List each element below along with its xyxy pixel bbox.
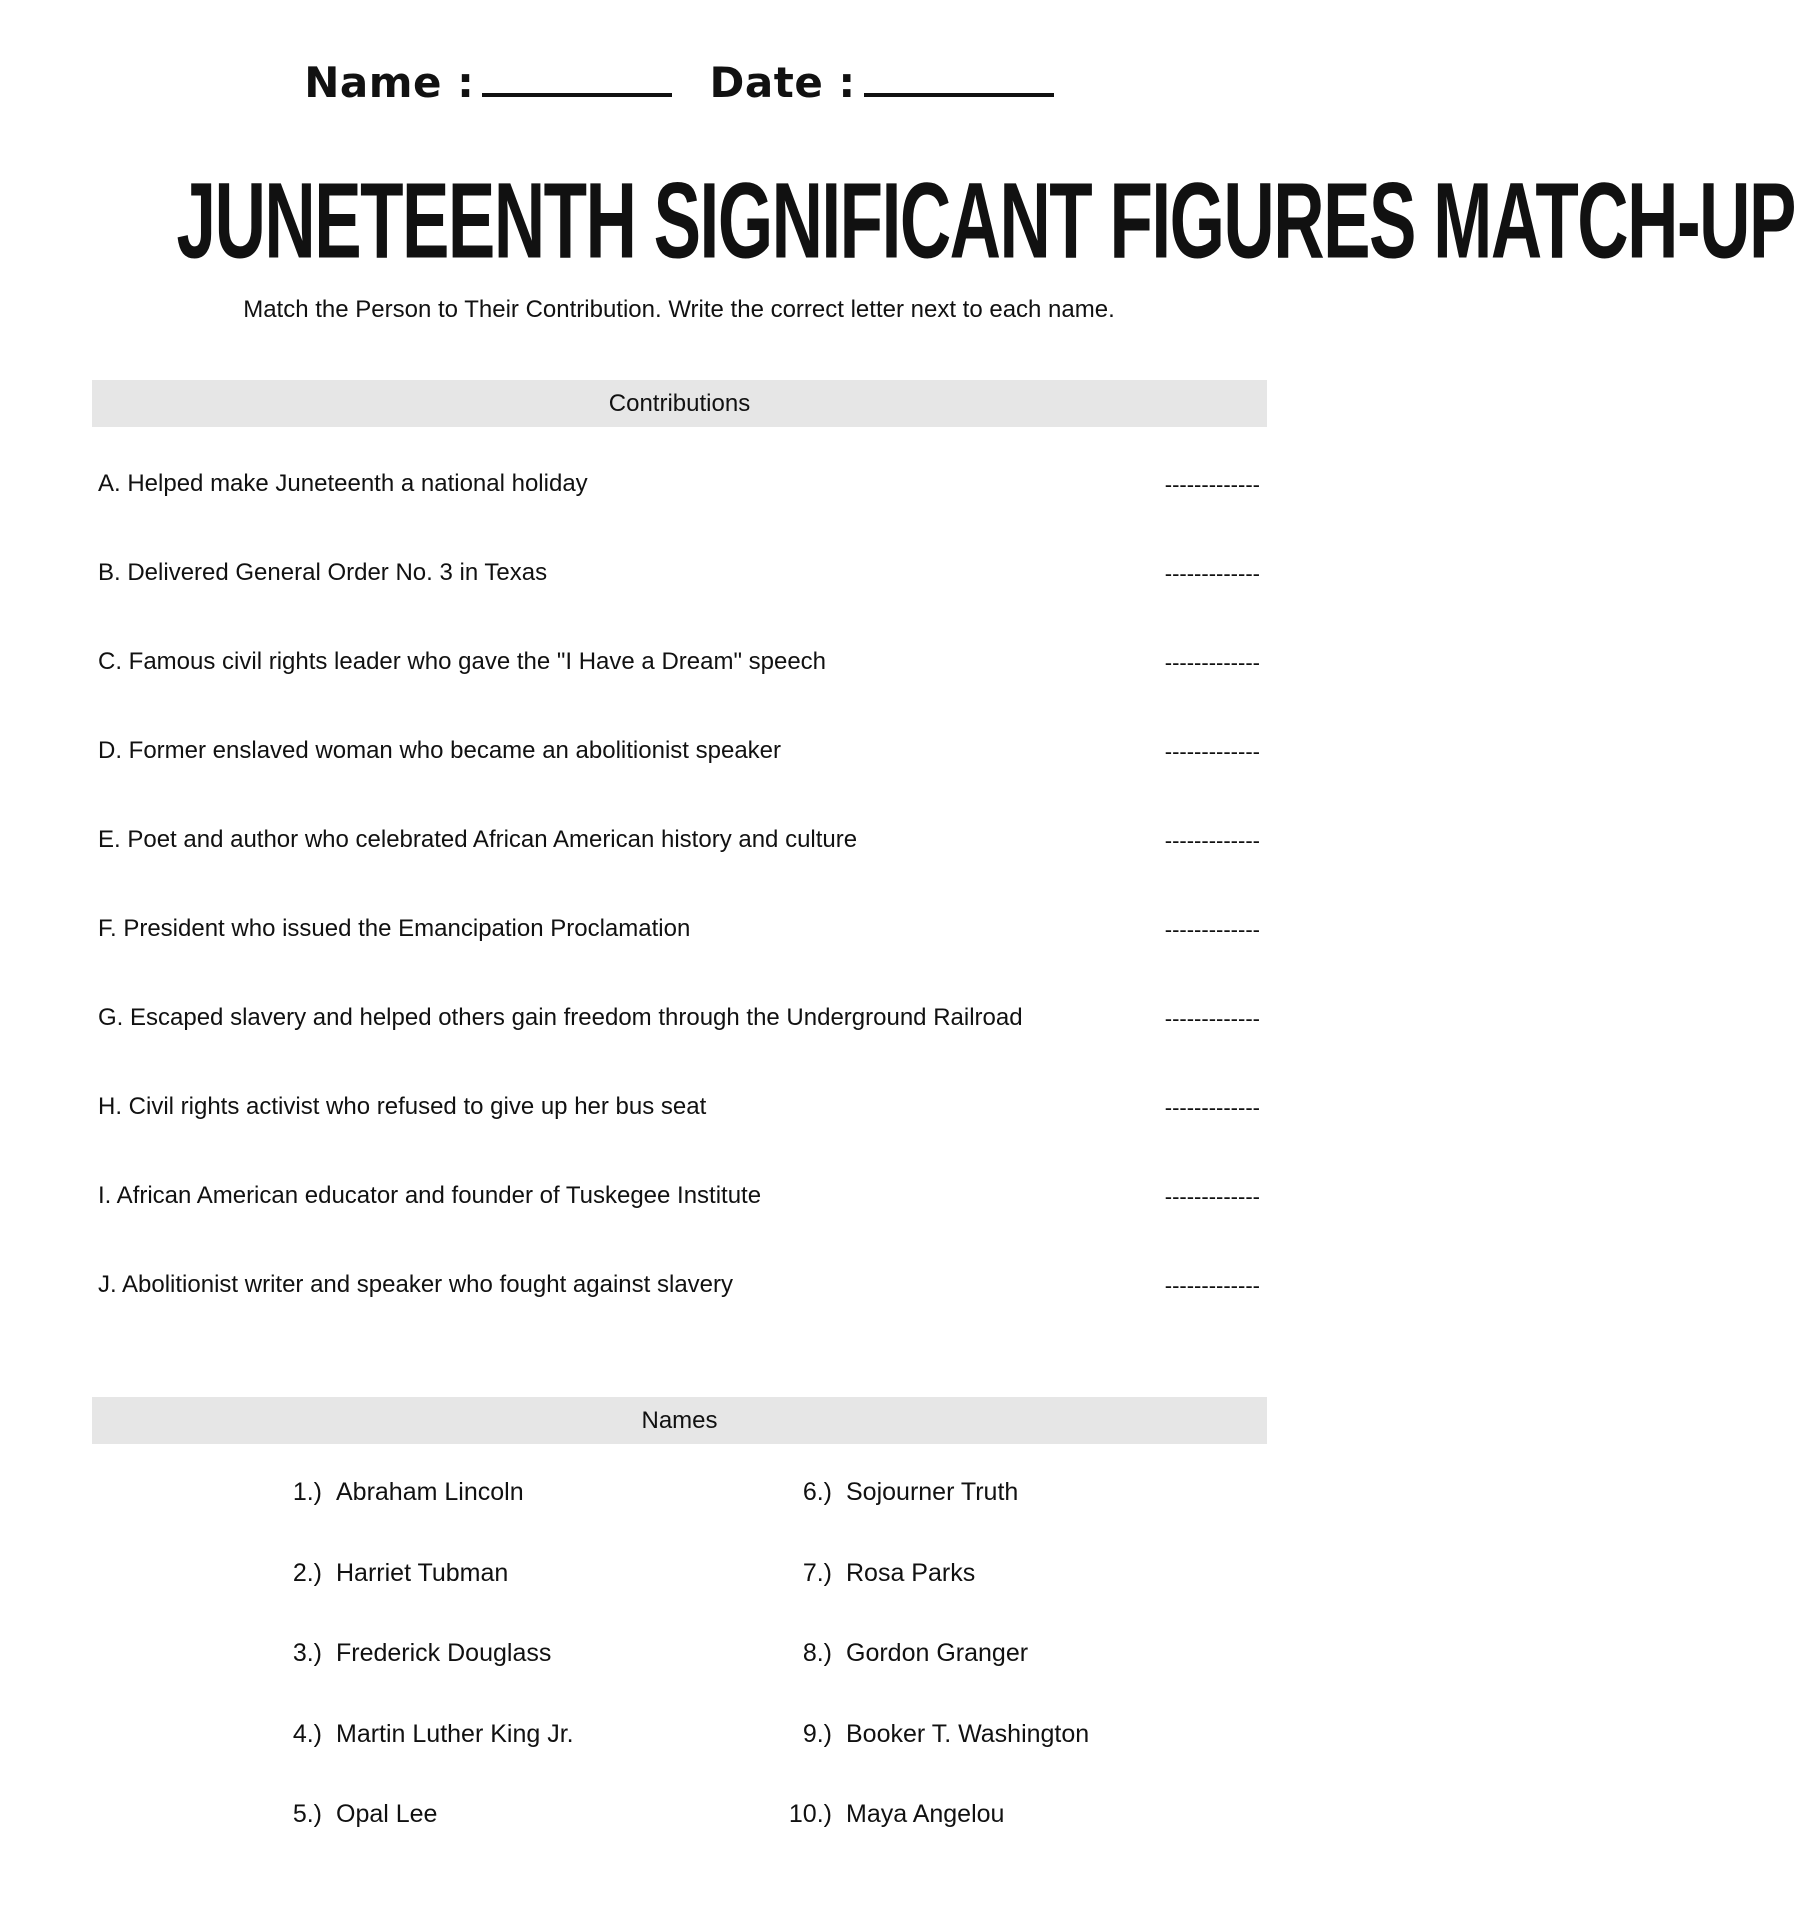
name-item xyxy=(760,1639,1089,1720)
name-number: 3.) xyxy=(292,1639,322,1667)
contribution-row xyxy=(98,905,1262,994)
contribution-text: E. Poet and author who celebrated African American history and culture xyxy=(98,826,858,853)
contribution-text: I. African American educator and founder of Tuskegee Institute xyxy=(98,1182,762,1209)
name-number: 6.) xyxy=(802,1478,832,1506)
contribution-row xyxy=(98,816,1262,905)
contribution-text: F. President who issued the Emancipation Proclamation xyxy=(98,915,691,942)
contribution-row xyxy=(98,1083,1262,1172)
answer-blank[interactable]: ------------- xyxy=(1164,1273,1260,1298)
answer-blank[interactable]: ------------- xyxy=(1164,917,1260,942)
contributions-list xyxy=(98,460,1262,1350)
answer-blank[interactable]: ------------- xyxy=(1164,650,1260,675)
person-name: Opal Lee xyxy=(336,1800,438,1828)
names-heading: Names xyxy=(92,1397,1267,1444)
person-name: Harriet Tubman xyxy=(336,1558,509,1587)
name-number: 7.) xyxy=(802,1558,832,1587)
name-blank[interactable] xyxy=(482,63,672,97)
name-item xyxy=(250,1800,574,1881)
contribution-text: J. Abolitionist writer and speaker who fought against slavery xyxy=(98,1271,734,1298)
contribution-text: C. Famous civil rights leader who gave the "I Have a Dream" speech xyxy=(98,648,827,675)
name-number: 4.) xyxy=(292,1719,322,1748)
contribution-text: H. Civil rights activist who refused to give up her bus seat xyxy=(98,1093,707,1120)
name-item xyxy=(760,1559,1089,1640)
answer-blank[interactable]: ------------- xyxy=(1164,739,1260,764)
name-item xyxy=(250,1559,574,1640)
person-name: Martin Luther King Jr. xyxy=(336,1719,574,1748)
name-label: Name : xyxy=(304,58,475,107)
name-item xyxy=(250,1720,574,1801)
contribution-row xyxy=(98,1261,1262,1350)
answer-blank[interactable]: ------------- xyxy=(1164,472,1260,497)
names-list-right xyxy=(760,1478,1089,1881)
answer-blank[interactable]: ------------- xyxy=(1164,561,1260,586)
name-item xyxy=(250,1478,574,1559)
name-item xyxy=(760,1720,1089,1801)
name-item xyxy=(760,1800,1089,1881)
person-name: Gordon Granger xyxy=(846,1639,1029,1667)
contribution-row xyxy=(98,460,1262,549)
worksheet-title: JUNETEENTH SIGNIFICANT FIGURES MATCH-UP xyxy=(176,161,1795,281)
answer-blank[interactable]: ------------- xyxy=(1164,1006,1260,1031)
person-name: Rosa Parks xyxy=(846,1558,976,1587)
answer-blank[interactable]: ------------- xyxy=(1164,1095,1260,1120)
name-number: 10.) xyxy=(788,1800,832,1828)
names-list-left xyxy=(250,1478,574,1881)
name-number: 9.) xyxy=(802,1719,832,1748)
name-item xyxy=(760,1478,1089,1559)
name-date-line xyxy=(0,58,1358,107)
answer-blank[interactable]: ------------- xyxy=(1164,1184,1260,1209)
contribution-text: A. Helped make Juneteenth a national holiday xyxy=(98,470,588,497)
contribution-text: G. Escaped slavery and helped others gain freedom through the Underground Railroad xyxy=(98,1004,1023,1031)
contributions-heading: Contributions xyxy=(92,380,1267,427)
contribution-row xyxy=(98,1172,1262,1261)
answer-blank[interactable]: ------------- xyxy=(1164,828,1260,853)
contribution-row xyxy=(98,549,1262,638)
person-name: Booker T. Washington xyxy=(846,1719,1090,1748)
name-number: 1.) xyxy=(292,1478,322,1506)
contribution-row xyxy=(98,638,1262,727)
person-name: Maya Angelou xyxy=(846,1800,1005,1828)
name-number: 2.) xyxy=(292,1558,322,1587)
date-label: Date : xyxy=(709,58,856,107)
contribution-row xyxy=(98,994,1262,1083)
contribution-text: D. Former enslaved woman who became an abolitionist speaker xyxy=(98,737,782,764)
person-name: Sojourner Truth xyxy=(846,1478,1019,1506)
instructions: Match the Person to Their Contribution. Write the correct letter next to each name. xyxy=(243,296,1115,323)
person-name: Frederick Douglass xyxy=(336,1639,552,1667)
name-number: 5.) xyxy=(292,1800,322,1828)
date-blank[interactable] xyxy=(864,63,1054,97)
contribution-row xyxy=(98,727,1262,816)
name-number: 8.) xyxy=(802,1639,832,1667)
person-name: Abraham Lincoln xyxy=(336,1478,524,1506)
contribution-text: B. Delivered General Order No. 3 in Texas xyxy=(98,559,548,586)
name-item xyxy=(250,1639,574,1720)
